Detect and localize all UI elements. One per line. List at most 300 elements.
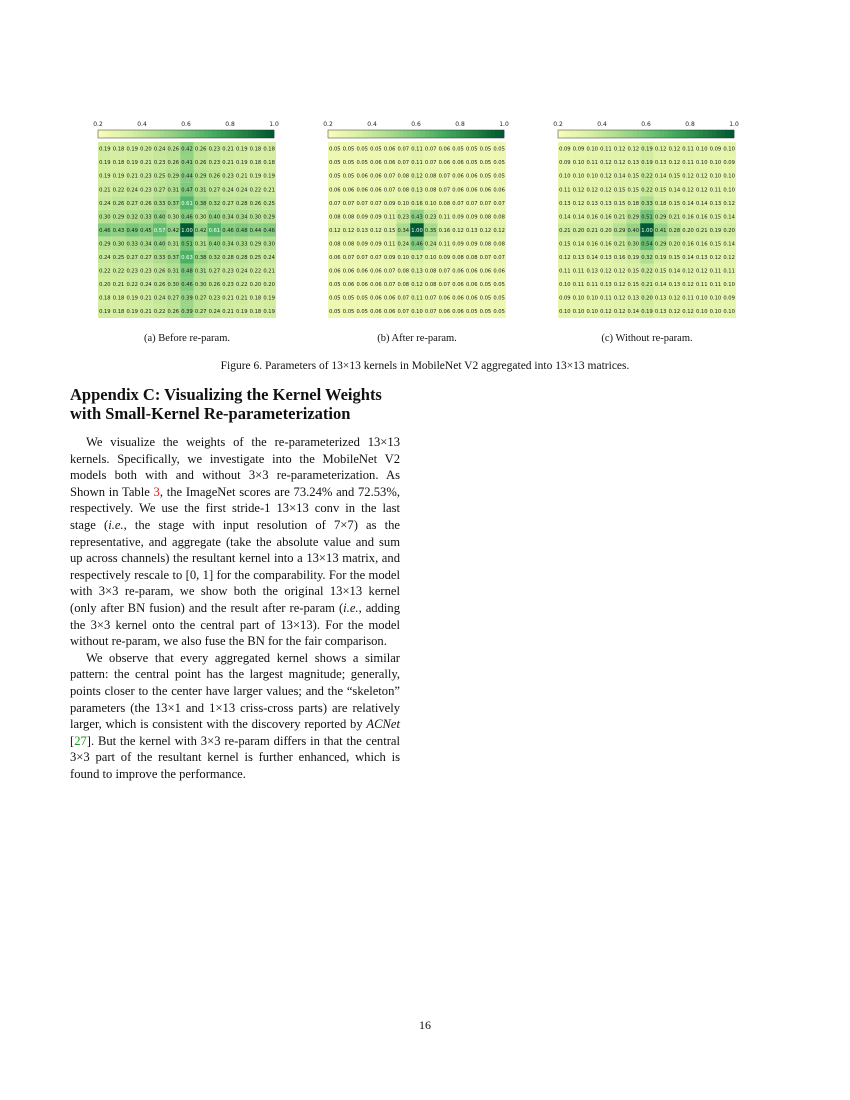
colorbar-segment [239, 130, 244, 138]
colorbar-segment [460, 130, 465, 138]
heatmap-cell-value: 0.29 [112, 214, 125, 221]
heatmap-cell-value: 0.46 [411, 241, 423, 248]
heatmap-cell-value: 0.12 [613, 160, 626, 167]
heatmap-cell-value: 0.21 [613, 214, 626, 221]
heatmap-cell-value: 0.16 [586, 241, 599, 248]
heatmap-cell-value: 0.07 [424, 309, 437, 316]
heatmap-cell-value: 0.30 [167, 282, 180, 289]
colorbar-segment [376, 130, 381, 138]
heatmap-cell-value: 0.24 [263, 254, 275, 261]
heatmap-cell-value: 0.21 [222, 295, 234, 302]
heatmap-cell-value: 0.05 [493, 309, 505, 316]
heatmap-cell-value: 0.06 [356, 268, 369, 275]
colorbar-segment [425, 130, 430, 138]
heatmap-cell-value: 0.51 [181, 241, 193, 248]
heatmap-cell-value: 0.06 [370, 295, 382, 302]
colorbar-segment [602, 130, 607, 138]
heatmap-cell-value: 0.20 [668, 241, 681, 248]
heatmap-cell-value: 0.23 [140, 173, 152, 180]
heatmap-cell-value: 0.12 [613, 282, 626, 289]
heatmap-cell-value: 0.05 [479, 295, 492, 302]
colorbar-segment [363, 130, 368, 138]
heatmap-cell-value: 0.30 [249, 214, 262, 221]
heatmap-cell-value: 0.19 [235, 309, 248, 316]
heatmap-cell-value: 0.29 [654, 214, 667, 221]
heatmap-cell-value: 0.18 [112, 160, 125, 167]
heatmap-cell-value: 0.27 [140, 254, 152, 261]
heatmap-cell-value: 0.32 [208, 200, 221, 207]
heatmap-cell-value: 0.05 [329, 309, 341, 316]
heatmap-cell-value: 0.12 [613, 268, 626, 275]
colorbar-segment [221, 130, 226, 138]
heatmap-cell-value: 0.11 [438, 241, 451, 248]
heatmap-cell-value: 0.15 [613, 200, 626, 207]
heatmap-cell-value: 0.11 [586, 282, 599, 289]
heatmap-cell-value: 0.23 [397, 214, 410, 221]
heatmap-cell-value: 0.05 [465, 146, 478, 153]
colorbar-segment [168, 130, 173, 138]
heatmap-cell-value: 0.10 [397, 254, 410, 261]
heatmap-cell-value: 0.11 [682, 160, 694, 167]
heatmap-cell-value: 0.27 [126, 254, 139, 261]
heatmap-cell-value: 0.15 [613, 187, 626, 194]
heatmap-cell-value: 0.24 [424, 241, 437, 248]
heatmap-cell-value: 0.08 [479, 241, 492, 248]
heatmap-cell-value: 0.05 [356, 295, 369, 302]
heatmap-cell-value: 0.13 [695, 254, 708, 261]
heatmap-cell-value: 0.39 [181, 295, 193, 302]
heatmap-cell-value: 0.10 [586, 146, 599, 153]
heatmap-cell-value: 0.08 [397, 173, 410, 180]
heatmap-cell-value: 0.16 [682, 214, 694, 221]
heatmap-cell-value: 0.20 [641, 295, 653, 302]
heatmap-cell-value: 0.40 [627, 227, 640, 234]
heatmap-cell-value: 0.15 [668, 200, 681, 207]
heatmap-cell-value: 0.30 [99, 214, 111, 221]
colorbar-segment [456, 130, 461, 138]
heatmap-cell-value: 0.22 [99, 268, 111, 275]
heatmap-cell-value: 0.13 [559, 200, 571, 207]
heatmap-cell-value: 0.63 [181, 254, 193, 261]
heatmap-cell-value: 0.07 [370, 254, 382, 261]
colorbar-segment [491, 130, 496, 138]
heatmap-cell-value: 0.16 [613, 254, 626, 261]
colorbar-segment [160, 130, 165, 138]
heatmap-cell-value: 0.06 [356, 282, 369, 289]
paragraph-1 [70, 434, 400, 650]
heatmap-cell-value: 0.21 [140, 295, 152, 302]
heatmap-cell-value: 0.14 [668, 268, 681, 275]
heatmap-cell-value: 0.38 [194, 254, 207, 261]
heatmap-cell-value: 0.06 [438, 295, 451, 302]
heatmap-cell-value: 0.19 [641, 309, 653, 316]
heatmap-cell-value: 0.13 [668, 282, 681, 289]
colorbar-segment [420, 130, 425, 138]
heatmap-cell-value: 0.21 [586, 227, 599, 234]
colorbar-segment [151, 130, 156, 138]
heatmap-cell-value: 0.27 [222, 200, 234, 207]
colorbar-segment [412, 130, 417, 138]
colorbar-segment [368, 130, 373, 138]
heatmap-cell-value: 0.07 [397, 146, 410, 153]
heatmap-cell-value: 0.12 [668, 160, 681, 167]
heatmap-cell-value: 0.15 [668, 254, 681, 261]
heatmap-cell-value: 0.11 [383, 241, 396, 248]
heatmap-cell-value: 0.26 [194, 146, 207, 153]
heatmap-cell-value: 0.22 [112, 268, 125, 275]
heatmap-cell-value: 0.14 [572, 241, 585, 248]
heatmap-cell-value: 0.22 [249, 268, 262, 275]
heatmap-cell-value: 0.19 [112, 173, 125, 180]
heatmap-cell-value: 0.06 [370, 173, 382, 180]
heatmap-cell-value: 0.11 [572, 268, 585, 275]
heatmap-cell-value: 0.21 [140, 160, 152, 167]
colorbar-segment [442, 130, 447, 138]
heatmap-cell-value: 0.06 [383, 295, 396, 302]
heatmap-cell-value: 0.13 [411, 187, 423, 194]
colorbar-segment [730, 130, 735, 138]
heatmap-cell-value: 0.08 [493, 241, 505, 248]
colorbar-tick-label: 0.6 [181, 121, 191, 128]
heatmap-cell-value: 0.06 [356, 187, 369, 194]
heatmap-cell-value: 0.45 [140, 227, 152, 234]
heatmap-cell-value: 0.07 [438, 282, 451, 289]
colorbar-segment [690, 130, 695, 138]
page-number: 16 [419, 1018, 431, 1032]
heatmap-cell-value: 0.16 [438, 227, 451, 234]
colorbar-segment [677, 130, 682, 138]
colorbar-segment [107, 130, 112, 138]
colorbar-segment [438, 130, 443, 138]
heatmap-cell-value: 0.27 [126, 200, 139, 207]
colorbar-segment [195, 130, 200, 138]
heatmap-cell-value: 0.07 [452, 200, 464, 207]
heatmap-cell-value: 0.05 [356, 146, 369, 153]
heatmap-cell-value: 0.29 [99, 241, 111, 248]
heatmap-cell-value: 0.08 [424, 282, 437, 289]
ie-text: i.e. [108, 517, 124, 532]
heatmap-cell-value: 0.26 [153, 268, 166, 275]
heatmap-cell-value: 0.24 [153, 295, 166, 302]
heatmap-cell-value: 0.07 [383, 187, 396, 194]
heatmap-cell-value: 0.10 [695, 295, 708, 302]
heatmap-cell-value: 0.12 [600, 173, 612, 180]
heatmap-cell-value: 0.23 [424, 214, 437, 221]
heatmap-cell-value: 0.18 [99, 295, 111, 302]
heatmap-cell-value: 0.20 [140, 146, 152, 153]
heatmap-cell-value: 0.16 [411, 200, 423, 207]
colorbar-segment [694, 130, 699, 138]
heatmap-cell-value: 0.11 [411, 295, 423, 302]
heatmap-cell-value: 0.10 [572, 173, 585, 180]
heatmap-cell-value: 0.06 [342, 282, 355, 289]
heatmap-cell-value: 0.48 [181, 268, 193, 275]
text-span: We visualize the weights of the re-parameterized 13×13 kernels. Specifically, we investigate into the MobileNet V2 models both with and without 3×3 re-parameterization. As Shown in Table [70, 435, 400, 499]
text-span: , adding the 3×3 kernel onto the central part of 13×13). For the model without re-param, we also fuse the BN for the fair comparison. [70, 600, 400, 649]
heatmap-cell-value: 0.06 [452, 187, 464, 194]
heatmap-cell-value: 0.21 [668, 214, 681, 221]
heatmap-svg-a [93, 120, 279, 320]
heatmap-cell-value: 0.12 [682, 309, 694, 316]
heatmap-cell-value: 0.12 [695, 187, 708, 194]
heatmap-cell-value: 0.25 [112, 254, 125, 261]
heatmap-cell-value: 0.19 [235, 146, 248, 153]
table-ref-link[interactable]: 3 [153, 484, 160, 499]
heatmap-cell-value: 0.33 [126, 241, 139, 248]
heatmap-cell-value: 0.11 [709, 282, 722, 289]
colorbar-segment [611, 130, 616, 138]
heatmap-cell-value: 0.21 [263, 268, 275, 275]
heatmap-cell-value: 0.32 [641, 254, 653, 261]
colorbar-tick-label: 1.0 [499, 121, 509, 128]
heatmap-cell-value: 0.16 [695, 214, 708, 221]
heatmap-cell-value: 0.13 [572, 254, 585, 261]
heatmap-cell-value: 0.05 [465, 309, 478, 316]
heatmap-cell-value: 0.12 [600, 187, 612, 194]
heatmap-cell-value: 0.18 [263, 146, 275, 153]
heatmap-cell-value: 0.06 [465, 187, 478, 194]
colorbar-segment [252, 130, 257, 138]
heatmap-cell-value: 0.31 [167, 241, 180, 248]
heatmap-cell-value: 0.54 [641, 241, 653, 248]
heatmap-cell-value: 0.21 [99, 187, 111, 194]
heatmap-cell-value: 0.15 [559, 241, 571, 248]
heatmap-cell-value: 0.06 [329, 254, 341, 261]
colorbar-segment [230, 130, 235, 138]
acnet-text: ACNet [366, 717, 400, 732]
heatmap-cell-value: 0.22 [641, 187, 653, 194]
heatmap-cell-value: 0.10 [586, 295, 599, 302]
heatmap-cell-value: 0.25 [153, 173, 166, 180]
colorbar-segment [606, 130, 611, 138]
heatmap-cell-value: 0.10 [424, 200, 437, 207]
heatmap-cell-value: 0.05 [342, 295, 355, 302]
heatmap-cell-value: 0.12 [493, 227, 505, 234]
heatmap-cell-value: 0.12 [572, 200, 585, 207]
heatmap-cell-value: 0.19 [641, 160, 653, 167]
colorbar-segment [708, 130, 713, 138]
heatmap-cell-value: 0.31 [194, 268, 207, 275]
heatmap-cell-value: 0.08 [342, 214, 355, 221]
colorbar-segment [138, 130, 143, 138]
colorbar-segment [580, 130, 585, 138]
heatmap-cell-value: 0.12 [695, 173, 708, 180]
heatmap-cell-value: 0.26 [208, 282, 221, 289]
heatmap-cell-value: 0.05 [479, 173, 492, 180]
colorbar-segment [261, 130, 266, 138]
heatmap-cell-value: 0.31 [167, 268, 180, 275]
heatmap-cell-value: 0.09 [383, 254, 396, 261]
heatmap-cell-value: 0.14 [668, 187, 681, 194]
heatmap-cell-value: 0.18 [112, 309, 125, 316]
heatmap-cell-value: 0.10 [709, 295, 722, 302]
heatmap-cell-value: 0.05 [493, 146, 505, 153]
heatmap-cell-value: 0.33 [641, 200, 653, 207]
heatmap-cell-value: 0.20 [682, 227, 694, 234]
heatmap-cell-value: 0.12 [723, 254, 735, 261]
heatmap-cell-value: 0.13 [627, 160, 640, 167]
colorbar-segment [584, 130, 589, 138]
heatmap-cell-value: 0.08 [438, 200, 451, 207]
heatmap-cell-value: 0.51 [641, 214, 653, 221]
heatmap-cell-value: 0.29 [249, 241, 262, 248]
heatmap-cell-value: 0.14 [613, 173, 626, 180]
heatmap-cell-value: 0.05 [493, 282, 505, 289]
heatmap-cell-value: 0.24 [222, 187, 234, 194]
colorbar-segment [434, 130, 439, 138]
heatmap-cell-value: 0.21 [263, 187, 275, 194]
colorbar-segment [429, 130, 434, 138]
colorbar-segment [659, 130, 664, 138]
heatmap-cell-value: 0.24 [397, 241, 410, 248]
heatmap-cell-value: 0.18 [112, 295, 125, 302]
heatmap-cell-value: 0.32 [208, 254, 221, 261]
heatmap-cell-value: 0.08 [493, 214, 505, 221]
heatmap-cell-value: 0.09 [559, 295, 571, 302]
heatmap-cell-value: 0.19 [126, 146, 139, 153]
heatmap-cell-value: 0.26 [112, 200, 125, 207]
heatmap-cell-value: 0.08 [424, 173, 437, 180]
heatmap-cell-value: 0.34 [222, 214, 234, 221]
heatmap-cell-value: 0.06 [370, 309, 382, 316]
citation-link[interactable]: 27 [74, 733, 87, 748]
colorbar-segment [646, 130, 651, 138]
heatmap-cell-value: 0.07 [465, 200, 478, 207]
heatmap-cell-value: 0.10 [723, 309, 735, 316]
heatmap-cell-value: 0.06 [452, 268, 464, 275]
heatmap-cell-value: 0.06 [383, 309, 396, 316]
heatmap-cell-value: 0.44 [181, 173, 193, 180]
colorbar-segment [133, 130, 138, 138]
colorbar-segment [655, 130, 660, 138]
colorbar-segment [328, 130, 333, 138]
colorbar-segment [686, 130, 691, 138]
heatmap-cell-value: 0.23 [222, 268, 234, 275]
heatmap-cell-value: 0.12 [411, 173, 423, 180]
heatmap-cell-value: 0.08 [397, 268, 410, 275]
heatmap-cell-value: 0.12 [452, 227, 464, 234]
heatmap-cell-value: 0.19 [99, 146, 111, 153]
heatmap-cell-value: 0.07 [383, 282, 396, 289]
heatmap-cell-value: 0.06 [383, 146, 396, 153]
heatmap-cell-value: 0.10 [397, 200, 410, 207]
heatmap-cell-value: 0.07 [479, 254, 492, 261]
heatmap-cell-value: 0.11 [559, 187, 571, 194]
heatmap-cell-value: 0.61 [208, 227, 221, 234]
heatmap-cell-value: 0.26 [194, 160, 207, 167]
heatmap-cell-value: 0.08 [329, 214, 341, 221]
heatmap-cell-value: 0.15 [668, 173, 681, 180]
heatmap-cell-value: 0.12 [600, 268, 612, 275]
colorbar-segment [576, 130, 581, 138]
colorbar-segment [142, 130, 147, 138]
heatmap-cell-value: 0.10 [723, 282, 735, 289]
heatmap-cell-value: 0.05 [479, 309, 492, 316]
heatmap-cell-value: 0.46 [263, 227, 275, 234]
heatmap-cell-value: 0.29 [194, 173, 207, 180]
heatmap-cell-value: 0.15 [709, 214, 722, 221]
colorbar-segment [571, 130, 576, 138]
heatmap-cell-value: 0.05 [452, 146, 464, 153]
heatmap-cell-value: 0.19 [627, 254, 640, 261]
heatmap-cell-value: 0.18 [249, 146, 262, 153]
colorbar-segment [637, 130, 642, 138]
heatmap-cell-value: 0.18 [654, 200, 667, 207]
heatmap-cell-value: 0.10 [723, 173, 735, 180]
colorbar-segment [451, 130, 456, 138]
heatmap-cell-value: 0.13 [586, 200, 599, 207]
heatmap-cell-value: 0.10 [572, 295, 585, 302]
heatmap-cell-value: 0.20 [99, 282, 111, 289]
text-span: , the stage with input resolution of 7×7) as the representative, and aggregate (take the absolute value and sum up across channels) the resultant kernel into a 13×13 matrix, and respectively rescale to [0, 1] for the comparability. For the model with 3×3 re-param, we show both the original 13×13 kernel (only after BN fusion) and the result after re-param ( [70, 517, 401, 615]
heatmap-cell-value: 0.15 [627, 282, 640, 289]
heatmap-cell-value: 0.33 [235, 241, 248, 248]
heatmap-cell-value: 0.05 [342, 146, 355, 153]
heatmap-cell-value: 0.19 [641, 146, 653, 153]
heatmap-cell-value: 0.46 [181, 282, 193, 289]
heatmap-cell-value: 0.15 [383, 227, 396, 234]
heatmap-cell-value: 0.29 [627, 214, 640, 221]
colorbar-tick-label: 0.6 [641, 121, 651, 128]
heatmap-cell-value: 0.13 [600, 200, 612, 207]
colorbar-segment [650, 130, 655, 138]
heatmap-cell-value: 0.30 [167, 214, 180, 221]
heatmap-cell-value: 0.38 [194, 200, 207, 207]
section-title: Appendix C: Visualizing the Kernel Weights with Small-Kernel Re-parameterization [70, 385, 382, 423]
heatmap-cell-value: 0.15 [627, 268, 640, 275]
heatmap-cell-value: 0.10 [695, 160, 708, 167]
heatmap-cell-value: 0.48 [235, 227, 248, 234]
heatmap-cell-value: 0.05 [342, 173, 355, 180]
heatmap-cell-value: 0.33 [140, 214, 152, 221]
heatmap-cell-value: 0.18 [249, 160, 262, 167]
heatmap-cell-value: 0.07 [329, 200, 341, 207]
heatmap-cell-value: 0.40 [153, 214, 166, 221]
heatmap-cell-value: 0.43 [411, 214, 423, 221]
heatmap-cell-value: 0.05 [493, 173, 505, 180]
colorbar-segment [270, 130, 275, 138]
heatmap-figure-c [553, 120, 739, 320]
colorbar-segment [359, 130, 364, 138]
ie-text: i.e. [343, 600, 359, 615]
colorbar-segment [129, 130, 134, 138]
heatmap-cell-value: 0.37 [167, 254, 180, 261]
heatmap-cell-value: 0.06 [438, 146, 451, 153]
heatmap-cell-value: 0.09 [559, 160, 571, 167]
heatmap-cell-value: 0.07 [424, 146, 437, 153]
colorbar-segment [204, 130, 209, 138]
heatmap-cell-value: 0.05 [479, 282, 492, 289]
heatmap-cell-value: 0.07 [438, 268, 451, 275]
heatmap-svg-b [323, 120, 509, 320]
heatmap-cell-value: 0.22 [641, 268, 653, 275]
heatmap-cell-value: 0.41 [181, 160, 193, 167]
heatmap-cell-value: 0.14 [682, 254, 694, 261]
heatmap-cell-value: 0.10 [559, 282, 571, 289]
colorbar-segment [672, 130, 677, 138]
heatmap-cell-value: 0.06 [452, 160, 464, 167]
heatmap-cell-value: 0.23 [126, 268, 139, 275]
colorbar-segment [615, 130, 620, 138]
heatmap-cell-value: 0.05 [465, 160, 478, 167]
colorbar-segment [190, 130, 195, 138]
heatmap-cell-value: 0.09 [572, 146, 585, 153]
heatmap-cell-value: 0.20 [572, 227, 585, 234]
colorbar-segment [403, 130, 408, 138]
heatmap-cell-value: 0.10 [572, 309, 585, 316]
colorbar-segment [486, 130, 491, 138]
colorbar-segment [703, 130, 708, 138]
